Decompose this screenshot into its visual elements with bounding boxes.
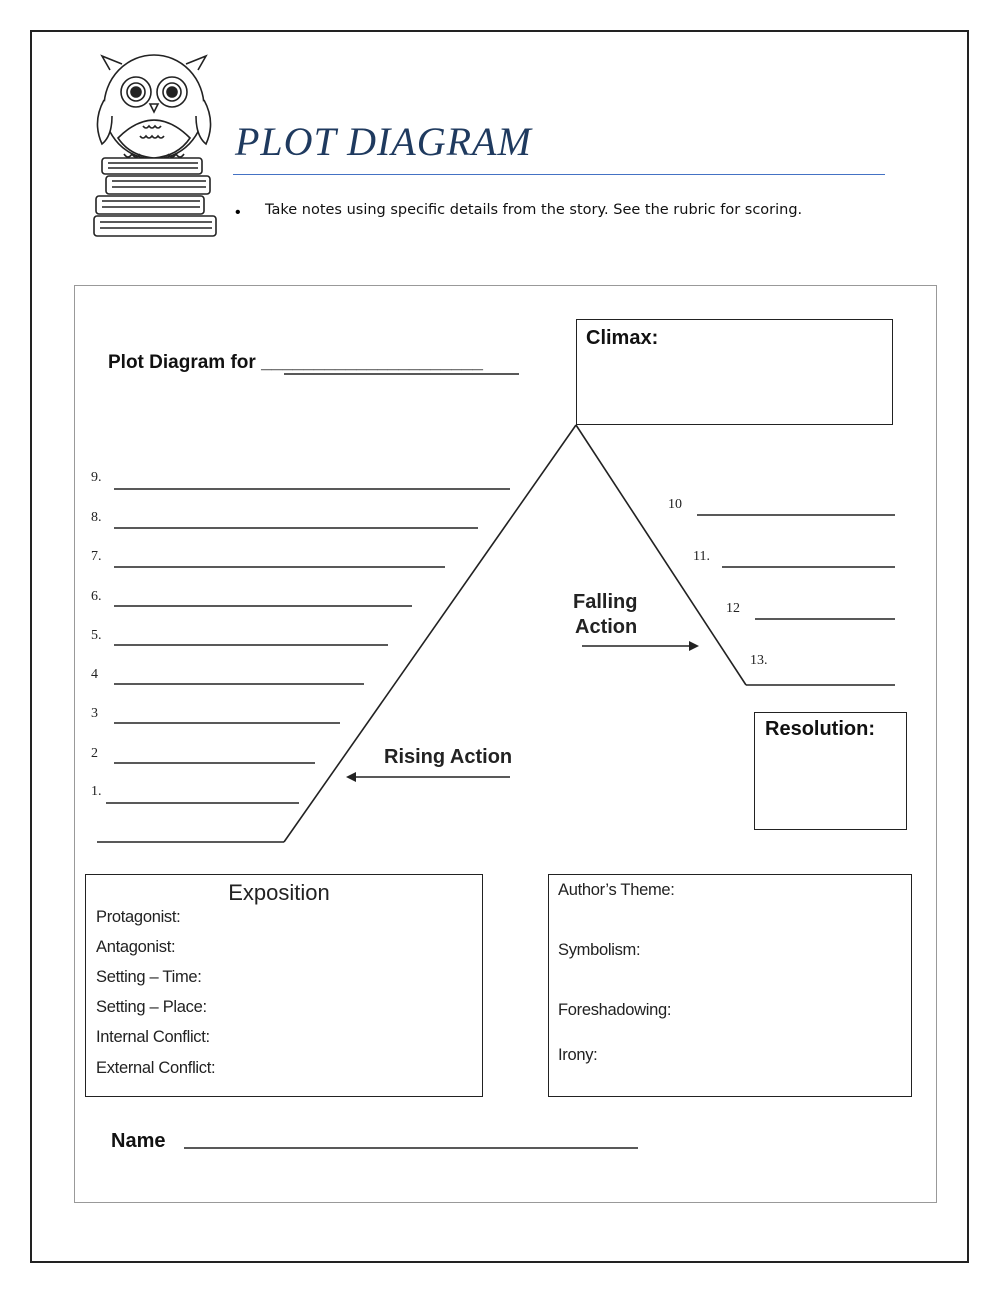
instruction-text: Take notes using specific details from the story. See the rubric for scoring. — [265, 202, 803, 218]
resolution-label: Resolution: — [765, 718, 875, 740]
number-5: 5. — [91, 628, 102, 643]
number-13: 13. — [750, 653, 768, 668]
number-8: 8. — [91, 510, 102, 525]
diagram-title: Plot Diagram for _____________________ — [108, 352, 483, 373]
authors-theme-label: Author’s Theme: — [558, 881, 675, 899]
number-11: 11. — [693, 549, 710, 564]
theme-box[interactable] — [548, 874, 912, 1097]
number-7: 7. — [91, 549, 102, 564]
falling-action-label-1: Falling — [573, 591, 638, 613]
rising-action-label: Rising Action — [384, 746, 513, 768]
protagonist-label: Protagonist: — [96, 908, 181, 926]
antagonist-label: Antagonist: — [96, 938, 176, 956]
external-conflict-label: External Conflict: — [96, 1059, 216, 1077]
name-label: Name — [111, 1130, 166, 1152]
title-underline — [233, 174, 885, 175]
setting-place-label: Setting – Place: — [96, 998, 207, 1016]
climax-label: Climax: — [586, 327, 659, 349]
number-2: 2 — [91, 746, 98, 761]
number-9: 9. — [91, 470, 102, 485]
number-1: 1. — [91, 784, 102, 799]
internal-conflict-label: Internal Conflict: — [96, 1028, 210, 1046]
rising-arrowhead-icon — [346, 772, 356, 782]
number-4: 4 — [91, 667, 98, 682]
owl-on-books-icon — [88, 52, 222, 242]
page-title: PLOT DIAGRAM — [235, 119, 532, 164]
symbolism-label: Symbolism: — [558, 941, 641, 959]
foreshadowing-label: Foreshadowing: — [558, 1001, 672, 1019]
number-6: 6. — [91, 589, 102, 604]
rising-slope-line — [284, 425, 576, 842]
falling-action-label-2: Action — [575, 616, 638, 638]
setting-time-label: Setting – Time: — [96, 968, 202, 986]
irony-label: Irony: — [558, 1046, 598, 1064]
number-12: 12 — [726, 601, 740, 616]
number-10: 10 — [668, 497, 682, 512]
exposition-title: Exposition — [228, 880, 330, 905]
number-3: 3 — [91, 706, 98, 721]
bullet-icon: • — [235, 204, 241, 221]
falling-arrowhead-icon — [689, 641, 699, 651]
